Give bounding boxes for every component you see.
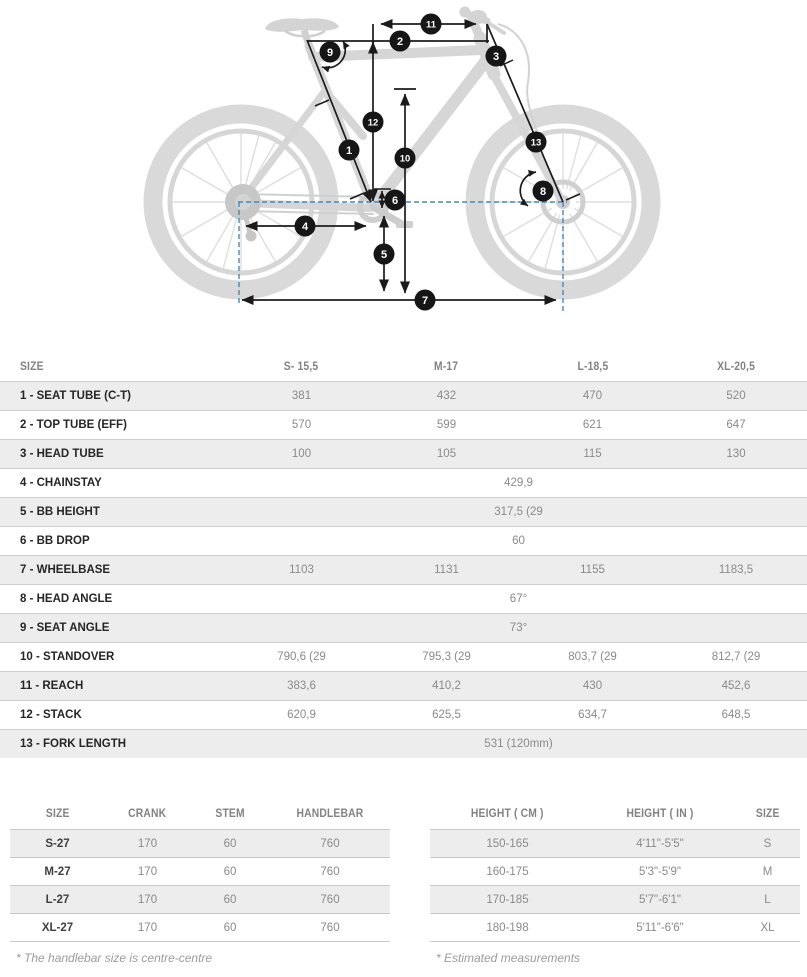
row-value: 470: [582, 390, 603, 402]
sizing-footnote: * Estimated measurements: [436, 951, 581, 965]
row-label: 13 - FORK LENGTH: [20, 738, 127, 750]
components-row-xl: [10, 914, 390, 942]
geometry-row-fork-length: [0, 730, 807, 759]
row-value: 625,5: [432, 709, 461, 721]
geometry-row-bb-height: [0, 498, 807, 527]
row-value: 430: [582, 680, 603, 692]
row-value: 1131: [434, 564, 459, 576]
components-row-m: [10, 858, 390, 886]
geometry-col-s: S- 15,5: [284, 358, 319, 373]
row-value-span: 67°: [509, 593, 528, 605]
row-label: 8 - HEAD ANGLE: [20, 593, 113, 605]
cell-handlebar: 760: [320, 921, 340, 934]
sizing-row-s: [430, 830, 800, 858]
row-value: 620,9: [287, 709, 316, 721]
row-value: 570: [291, 419, 312, 431]
saddle: [265, 18, 339, 31]
row-value: 795,3 (29: [422, 651, 471, 663]
callout-2: [390, 31, 411, 52]
cell-size: S: [763, 837, 772, 850]
callout-11-label: 11: [425, 19, 437, 31]
row-label: 9 - SEAT ANGLE: [20, 622, 110, 634]
cell-handlebar: 760: [320, 865, 340, 878]
row-value-span: 531 (120mm): [484, 738, 553, 750]
row-label: 11 - REACH: [20, 680, 84, 692]
callout-5: [374, 244, 395, 265]
sizing-header-in: HEIGHT ( IN ): [626, 806, 694, 820]
geometry-row-bb-drop: [0, 527, 807, 556]
components-row-l: [10, 886, 390, 914]
cell-crank: 170: [137, 865, 158, 878]
callout-13: [526, 132, 547, 153]
row-value: 130: [726, 448, 746, 460]
cell-height-cm: 170-185: [486, 893, 529, 906]
geometry-row-top-tube: [0, 411, 807, 440]
row-value: 520: [726, 390, 746, 402]
callout-3-label: 3: [492, 51, 500, 63]
callout-4-label: 4: [301, 221, 309, 233]
row-value: 381: [291, 390, 312, 402]
row-value: 1155: [580, 564, 605, 576]
row-label: 7 - WHEELBASE: [20, 564, 111, 576]
row-value: 599: [436, 419, 457, 431]
row-value: 100: [291, 448, 312, 460]
callout-7: [415, 290, 436, 311]
chain-top: [243, 194, 373, 197]
sizing-row-l: [430, 886, 800, 914]
row-value: 803,7 (29: [568, 651, 617, 663]
cell-stem: 60: [223, 893, 237, 906]
row-label: 6 - BB DROP: [20, 535, 90, 547]
sizing-header-row: [430, 797, 800, 830]
row-value: 812,7 (29: [711, 651, 761, 663]
cell-stem: 60: [223, 865, 237, 878]
cell-height-cm: 180-198: [486, 921, 529, 934]
components-header-stem: STEM: [215, 806, 245, 820]
cell-height-in: 5'7"-6'1": [639, 893, 681, 906]
callout-7-label: 7: [421, 295, 429, 307]
callout-2-label: 2: [396, 36, 404, 48]
row-value: 452,6: [721, 680, 751, 692]
row-value-span: 60: [512, 535, 525, 547]
bike-diagram-svg: [0, 0, 807, 348]
geometry-row-stack: [0, 701, 807, 730]
row-value-span: 429,9: [504, 477, 533, 489]
row-label: 12 - STACK: [20, 709, 82, 721]
row-value: 115: [583, 448, 602, 460]
bike-geometry-diagram: [0, 0, 807, 348]
row-label: 2 - TOP TUBE (EFF): [20, 419, 127, 431]
sizing-row-m: [430, 858, 800, 886]
cell-size: XL: [760, 921, 775, 934]
geometry-header-row: [0, 350, 807, 382]
geometry-row-chainstay: [0, 469, 807, 498]
sizing-header-cm: HEIGHT ( CM ): [471, 806, 544, 820]
row-value: 790,6 (29: [277, 651, 326, 663]
row-value: 648,5: [721, 709, 751, 721]
row-value: 105: [436, 448, 457, 460]
components-row-s: [10, 830, 390, 858]
grip: [460, 7, 471, 18]
geometry-col-m: M-17: [434, 358, 459, 373]
components-footnote: * The handlebar size is centre-centre: [16, 951, 213, 965]
callout-1: [339, 140, 360, 161]
geometry-row-reach: [0, 672, 807, 701]
cell-size: S-27: [45, 837, 70, 850]
cell-size: L: [764, 893, 771, 906]
row-value: 634,7: [578, 709, 607, 721]
callout-10-label: 10: [399, 153, 411, 165]
cell-stem: 60: [223, 837, 237, 850]
geometry-row-seat-tube: [0, 382, 807, 411]
geometry-col-xl: XL-20,5: [717, 358, 755, 373]
components-header-size: SIZE: [45, 806, 70, 820]
row-value: 383,6: [287, 680, 316, 692]
callout-10: [395, 148, 416, 169]
cell-height-in: 5'11"-6'6": [636, 921, 684, 934]
geometry-row-head-tube: [0, 440, 807, 469]
sizing-table: [430, 797, 800, 942]
row-label: 3 - HEAD TUBE: [20, 448, 104, 460]
cell-crank: 170: [137, 837, 158, 850]
cell-crank: 170: [137, 921, 158, 934]
callout-12: [363, 112, 384, 133]
geometry-table: [0, 350, 807, 758]
cell-handlebar: 760: [320, 893, 340, 906]
cell-stem: 60: [223, 921, 237, 934]
components-section: [10, 797, 390, 965]
cell-size: XL-27: [41, 921, 74, 934]
components-table: [10, 797, 390, 942]
components-header-row: [10, 797, 390, 830]
row-value: 647: [726, 419, 746, 431]
row-value-span: 317,5 (29: [494, 506, 543, 518]
row-value: 410,2: [432, 680, 461, 692]
geometry-size-header: SIZE: [20, 358, 44, 373]
row-label: 5 - BB HEIGHT: [20, 506, 100, 518]
callout-13-label: 13: [530, 137, 542, 149]
row-value: 621: [582, 419, 603, 431]
cell-height-cm: 160-175: [486, 865, 529, 878]
callout-11: [421, 14, 442, 35]
callout-5-label: 5: [380, 249, 388, 261]
fork-end-tick: [566, 194, 580, 200]
geometry-row-head-angle: [0, 585, 807, 614]
callout-3: [486, 46, 507, 67]
row-label: 10 - STANDOVER: [20, 651, 115, 663]
frame-chain-stay: [243, 203, 371, 208]
callout-6-label: 6: [391, 195, 399, 207]
callout-9: [320, 42, 341, 63]
row-value-span: 73°: [509, 622, 528, 634]
callout-12-label: 12: [367, 117, 379, 129]
callout-6: [385, 190, 406, 211]
row-label: 4 - CHAINSTAY: [20, 477, 102, 489]
row-label: 1 - SEAT TUBE (C-T): [20, 390, 131, 402]
bottom-tables: [0, 797, 807, 965]
geometry-row-seat-angle: [0, 614, 807, 643]
geometry-row-wheelbase: [0, 556, 807, 585]
callout-4: [295, 216, 316, 237]
callout-9-label: 9: [326, 47, 334, 59]
cell-size: M: [762, 865, 773, 878]
row-value: 432: [436, 390, 457, 402]
sizing-row-xl: [430, 914, 800, 942]
row-value: 1183,5: [718, 564, 754, 576]
cell-handlebar: 760: [320, 837, 340, 850]
cell-size: M-27: [44, 865, 71, 878]
geometry-row-standover: [0, 643, 807, 672]
cell-height-in: 4'11"-5'5": [636, 837, 684, 850]
callout-8-label: 8: [539, 186, 547, 198]
components-header-crank: CRANK: [128, 806, 167, 820]
cell-height-cm: 150-165: [486, 837, 529, 850]
chain-bottom: [243, 211, 373, 214]
cell-crank: 170: [137, 893, 158, 906]
cell-height-in: 5'3"-5'9": [639, 865, 681, 878]
callout-1-label: 1: [345, 145, 353, 157]
components-header-handlebar: HANDLEBAR: [296, 806, 364, 820]
sizing-header-size: SIZE: [755, 806, 780, 820]
cell-size: L-27: [45, 893, 70, 906]
row-value: 1103: [289, 564, 314, 576]
callout-8: [533, 181, 554, 202]
sizing-section: [430, 797, 800, 965]
geometry-col-l: L-18,5: [577, 358, 608, 373]
